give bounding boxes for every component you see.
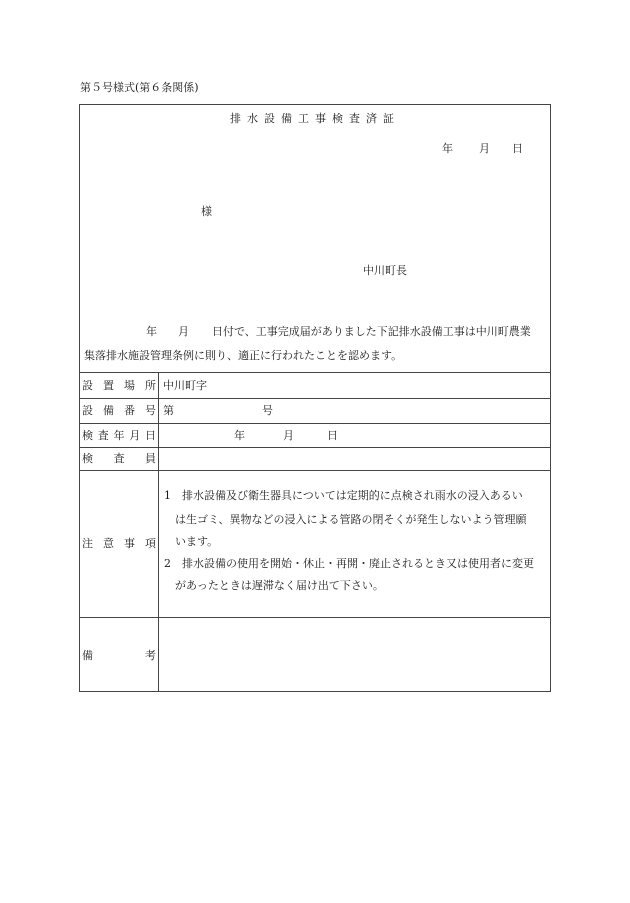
statement-year: 年 [146,325,157,338]
inspection-date-label: 検査年月日 [82,429,156,442]
issue-date-month: 月 [479,142,490,155]
issue-date-year: 年 [442,142,453,155]
table-divider [79,470,551,471]
inspection-date-day: 日 [327,429,338,442]
certificate-title: 排水設備工事検査済証 [230,112,400,125]
inspection-date-year: 年 [234,429,245,442]
statement-month: 月 [178,325,189,338]
equipment-number-prefix: 第 [163,404,174,417]
notes-line: います。 [164,535,219,548]
notes-line: 1 排水設備及び衛生器具については定期的に点検され雨水の浸入あるい [164,489,523,502]
addressee-suffix: 様 [201,205,212,218]
table-divider [79,447,551,448]
notes-label: 注意事項 [82,537,156,550]
location-label: 設置場所 [82,379,156,392]
label-column-divider [158,372,159,692]
notes-line: 2 排水設備の使用を開始・休止・再開・廃止されるとき又は使用者に変更 [164,557,534,570]
notes-line: は生ゴミ、異物などの浸入による管路の閉そくが発生しないよう管理願 [164,513,527,526]
statement-line-1: 日付で、工事完成届がありました下記排水設備工事は中川町農業 [212,325,531,338]
equipment-number-label: 設備番号 [82,404,156,417]
statement-line-2: 集落排水施設管理条例に則り、適正に行われたことを認めます。 [84,349,403,362]
issuer-name: 中川町長 [363,264,407,277]
table-divider [79,372,551,373]
remarks-label: 備考 [82,649,156,662]
inspection-date-month: 月 [283,429,294,442]
table-divider [79,423,551,424]
form-number-label: 第５号様式(第６条関係) [80,81,199,94]
table-divider [79,617,551,618]
inspector-label: 検査員 [82,452,156,465]
table-divider [79,398,551,399]
notes-line: があったときは遅滞なく届け出て下さい。 [164,579,384,592]
equipment-number-suffix: 号 [262,404,273,417]
location-value: 中川町字 [163,379,207,392]
issue-date-day: 日 [512,142,523,155]
